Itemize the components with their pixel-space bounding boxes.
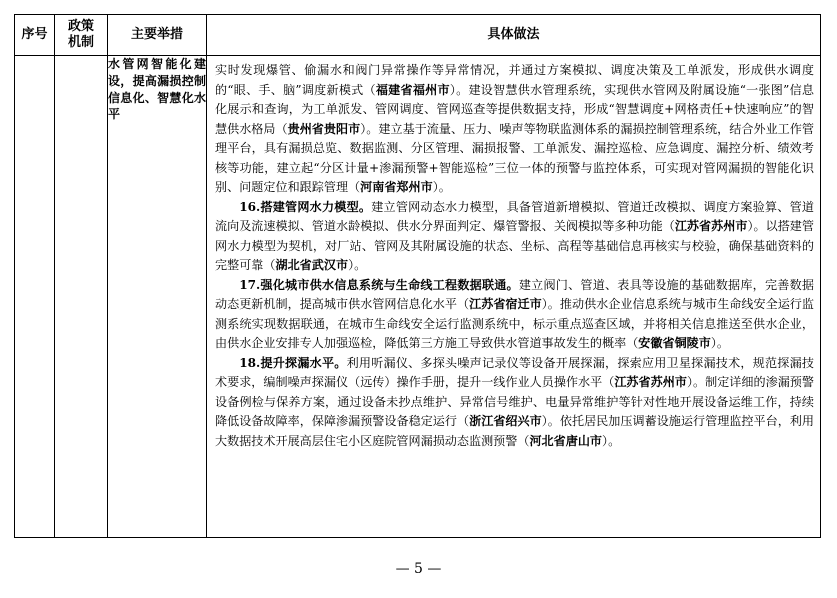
detail-text-run: ）。建设智慧供水管理系统，实现供水管网及附属设施“一张图”信息化展示和查询，为工单派发、管网调度、管网巡查等提供数据支持，形成“智慧调度+网格责任+快速响应”的智慧供水格局（ xyxy=(215,82,814,136)
detail-text xyxy=(207,56,820,537)
detail-emphasis: 江苏省宿迁市 xyxy=(469,297,542,311)
detail-text-run: ）。以搭建管网水力模型为契机，对厂站、管网及其附属设施的状态、坐标、高程等基础信息再核实与校验，确保基础资料的完整可靠（ xyxy=(215,219,814,272)
detail-text-run: 实时发现爆管、偷漏水和阀门异常操作等异常情况，并通过方案模拟、调度决策及工单派发，形成供水调度的“眼、手、脑”调度新模式（ xyxy=(215,63,814,97)
header-measure: 主要举措 xyxy=(108,15,207,56)
detail-paragraph xyxy=(215,198,814,276)
table-row xyxy=(15,56,821,538)
detail-text-run: 建立阀门、管道、表具等设施的基础数据库，完善数据动态更新机制，提高城市供水管网信息化水平（ xyxy=(215,277,814,311)
detail-emphasis: 福建省福州市 xyxy=(375,82,450,97)
detail-text-run: ）。制定详细的渗漏预警设备例检与保养方案，通过设备未抄点维护、异常信号维护、电量异常维护等针对性地开展设备运维工作，持续降低设备故障率，保障渗漏预警设备稳定运行（ xyxy=(215,375,814,428)
detail-emphasis: 18.提升探漏水平。 xyxy=(239,355,347,370)
header-detail: 具体做法 xyxy=(207,15,821,56)
policy-table xyxy=(14,14,821,538)
header-seq: 序号 xyxy=(15,15,55,56)
page-number: — 5 — xyxy=(395,561,442,577)
detail-text-run: ）。 xyxy=(348,258,367,272)
header-policy: 政策机制 xyxy=(55,15,108,56)
detail-emphasis: 16.搭建管网水力模型。 xyxy=(239,199,372,214)
detail-text-run: ）。 xyxy=(602,433,621,448)
detail-emphasis: 湖北省武汉市 xyxy=(275,258,349,272)
cell-detail xyxy=(207,56,821,538)
detail-emphasis: 17.强化城市供水信息系统与生命线工程数据联通。 xyxy=(239,277,519,292)
detail-text-run: ）。 xyxy=(432,180,451,194)
detail-emphasis: 河南省郑州市 xyxy=(360,180,433,194)
detail-emphasis: 江苏省苏州市 xyxy=(674,219,748,233)
detail-text-run: 建立管网动态水力模型，具备管道新增模拟、管道迁改模拟、调度方案验算、管道流向及流速模拟、管道水龄模拟、供水分界面判定、爆管警报、关阀模拟等多种功能（ xyxy=(215,199,814,233)
detail-text-run: ）。依托居民加压调蓄设施运行管理监控平台，利用大数据技术开展高层住宅小区庭院管网漏损动态监测预警（ xyxy=(215,414,814,448)
detail-text-run: 利用听漏仪、多探头噪声记录仪等设备开展探漏，探索应用卫星探漏技术，规范探漏技术要求，编制噪声探漏仪（远传）操作手册，提升一线作业人员操作水平（ xyxy=(215,355,814,389)
detail-text-run: ）。建立基于流量、压力、噪声等物联监测体系的漏损控制管理系统，结合外业工作管理平台，具有漏损总览、数据监测、分区管理、漏损报警、工单派发、漏控巡检、应急调度、漏控分析、绩效考核等功能，建立起“分区计量+渗漏预警+智能巡检”三位一体的预警与监控体系，可实现对管网漏损的智能化识别、问题定位和跟踪管理（ xyxy=(215,121,814,194)
detail-emphasis: 安徽省铜陵市 xyxy=(638,336,711,350)
detail-paragraph xyxy=(215,354,814,452)
detail-emphasis: 河北省唐山市 xyxy=(529,433,603,448)
detail-emphasis: 江苏省苏州市 xyxy=(614,375,687,389)
table-header-row xyxy=(15,15,821,56)
cell-policy xyxy=(55,56,108,538)
cell-seq xyxy=(15,56,55,538)
detail-text-run: ）。推动供水企业信息系统与城市生命线安全运行监测系统实现数据联通，在城市生命线安全运行监测系统中，标示重点巡查区域，并将相关信息推送至供水企业，由供水企业安排专人加强巡检，降低第三方施工导致供水管道事故发生的概率（ xyxy=(215,297,814,350)
detail-emphasis: 贵州省贵阳市 xyxy=(287,121,361,136)
detail-paragraph xyxy=(215,61,814,198)
detail-paragraph xyxy=(215,276,814,354)
cell-measure: 水管网智能化建设，提高漏损控制信息化、智慧化水平 xyxy=(108,56,207,538)
detail-text-run: ）。 xyxy=(710,336,730,350)
detail-emphasis: 浙江省绍兴市 xyxy=(469,414,542,428)
